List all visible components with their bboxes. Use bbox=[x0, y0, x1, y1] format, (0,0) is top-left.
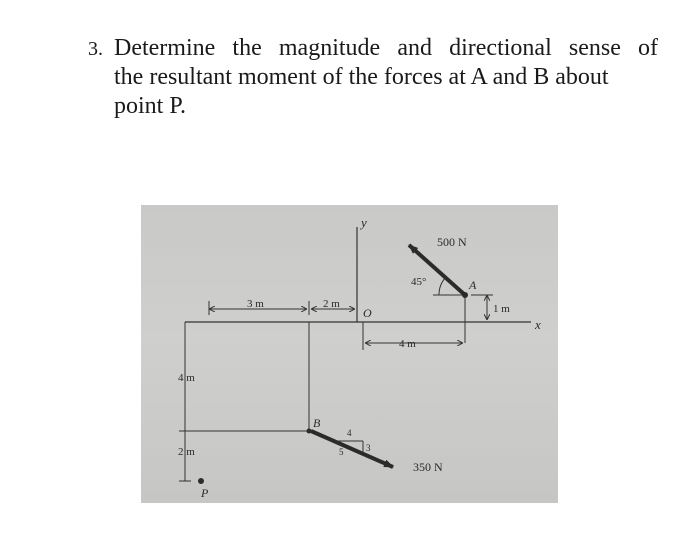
x-axis-label: x bbox=[535, 317, 541, 332]
point-p-dot bbox=[198, 478, 204, 484]
problem-text-line-1: Determine the magnitude and directional sense of bbox=[114, 35, 658, 61]
dim-2m-left-label: 2 m bbox=[178, 446, 195, 458]
force-b-label: 350 N bbox=[413, 460, 443, 474]
dim-1m-label: 1 m bbox=[493, 303, 510, 315]
force-diagram-svg bbox=[141, 205, 558, 503]
y-axis-label: y bbox=[361, 215, 367, 230]
point-a-label: A bbox=[469, 278, 477, 292]
point-p-label: P bbox=[201, 486, 209, 500]
slope-label-4: 4 bbox=[347, 428, 352, 438]
dim-3m-label: 3 m bbox=[247, 298, 264, 310]
slope-label-5: 5 bbox=[339, 447, 344, 457]
dim-4m-right-label: 4 m bbox=[399, 338, 416, 350]
dim-4m-left-label: 4 m bbox=[178, 372, 195, 384]
point-b-label: B bbox=[313, 416, 321, 430]
angle-label: 45° bbox=[411, 276, 427, 288]
force-b-arrow bbox=[311, 431, 393, 467]
origin-label: O bbox=[363, 306, 372, 320]
point-b-dot bbox=[307, 429, 312, 434]
slope-label-3: 3 bbox=[366, 443, 371, 453]
problem-text-line-2: the resultant moment of the forces at A and B about bbox=[114, 64, 609, 90]
force-a-label: 500 N bbox=[437, 235, 467, 249]
problem-number: 3. bbox=[88, 38, 103, 60]
problem-text-line-3: point P. bbox=[114, 93, 187, 119]
dim-2m-top-label: 2 m bbox=[323, 298, 340, 310]
force-diagram bbox=[141, 205, 558, 503]
point-a-dot bbox=[462, 292, 468, 298]
problem-statement bbox=[88, 34, 658, 121]
